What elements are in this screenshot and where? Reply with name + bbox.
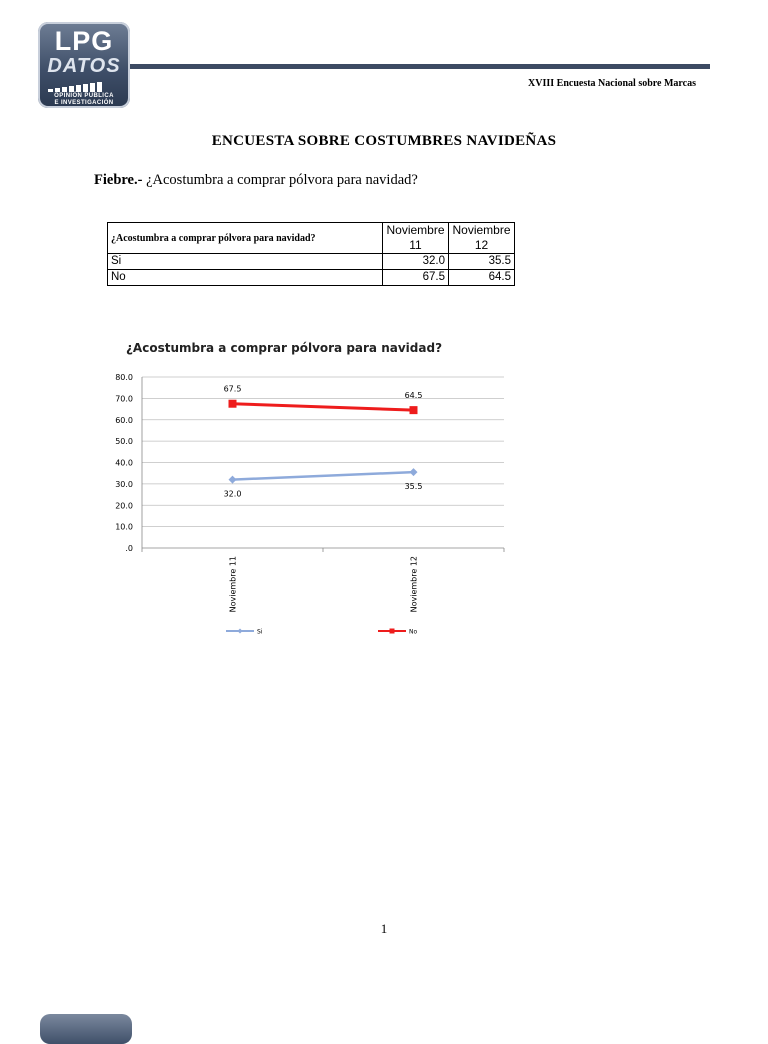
series-line-si (233, 472, 414, 479)
x-tick-label: Noviembre 12 (409, 556, 419, 613)
column-header-line: 12 (474, 238, 489, 252)
y-tick-label: 70.0 (115, 394, 133, 404)
data-point (229, 476, 237, 484)
data-point (410, 468, 418, 476)
series-line-no (233, 404, 414, 410)
data-label: 32.0 (223, 489, 242, 499)
question-label: Fiebre.- (94, 172, 143, 188)
row-label: No (108, 270, 383, 286)
table-column-header (383, 223, 449, 254)
y-tick-label: 20.0 (115, 501, 133, 511)
table-header-row (108, 223, 515, 254)
y-tick-label: 60.0 (115, 415, 133, 425)
y-tick-label: 40.0 (115, 458, 133, 468)
company-logo (38, 22, 130, 108)
results-table (107, 222, 515, 286)
y-tick-label: 50.0 (115, 437, 133, 447)
footer-logo (40, 1014, 132, 1044)
header-rule (130, 64, 710, 69)
header-title: XVIII Encuesta Nacional sobre Marcas (528, 78, 696, 89)
page-number: 1 (380, 921, 388, 936)
data-point (410, 406, 418, 414)
data-point (229, 400, 237, 408)
y-tick-label: 30.0 (115, 479, 133, 489)
table-column-header (449, 223, 515, 254)
logo-bars-icon (46, 82, 122, 92)
logo-tagline-1: OPINIÓN PÚBLICA (54, 93, 114, 99)
legend-label: Si (257, 628, 263, 636)
table-row (108, 270, 515, 286)
column-header-line: Noviembre (452, 223, 511, 237)
column-header-line: 11 (409, 238, 422, 252)
legend-marker (390, 629, 395, 634)
table-row (108, 254, 515, 270)
table-cell: 64.5 (449, 270, 515, 286)
data-label: 67.5 (223, 384, 242, 394)
question-line (94, 172, 418, 189)
data-label: 35.5 (404, 482, 423, 492)
table-question-header: ¿Acostumbra a comprar pólvora para navidad? (108, 223, 383, 254)
legend-label: No (409, 628, 418, 636)
data-label: 64.5 (404, 391, 423, 401)
chart-title: ¿Acostumbra a comprar pólvora para navidad? (125, 341, 443, 355)
logo-text-lpg: LPG (54, 26, 114, 56)
x-tick-label: Noviembre 11 (228, 556, 238, 613)
column-header-line: Noviembre (386, 223, 445, 237)
logo-tagline-2: E INVESTIGACIÓN (54, 100, 114, 106)
row-label: Si (108, 254, 383, 270)
y-tick-label: 80.0 (115, 373, 133, 382)
question-text: ¿Acostumbra a comprar pólvora para navidad? (142, 172, 418, 188)
legend-marker (238, 629, 243, 634)
table-cell: 32.0 (383, 254, 449, 270)
y-tick-label: .0 (125, 544, 133, 553)
logo-text-datos: DATOS (47, 55, 121, 77)
table-cell: 35.5 (449, 254, 515, 270)
document-title: ENCUESTA SOBRE COSTUMBRES NAVIDEÑAS (211, 133, 557, 149)
y-tick-label: 10.0 (115, 522, 133, 532)
table-cell: 67.5 (383, 270, 449, 286)
line-chart (106, 330, 516, 650)
